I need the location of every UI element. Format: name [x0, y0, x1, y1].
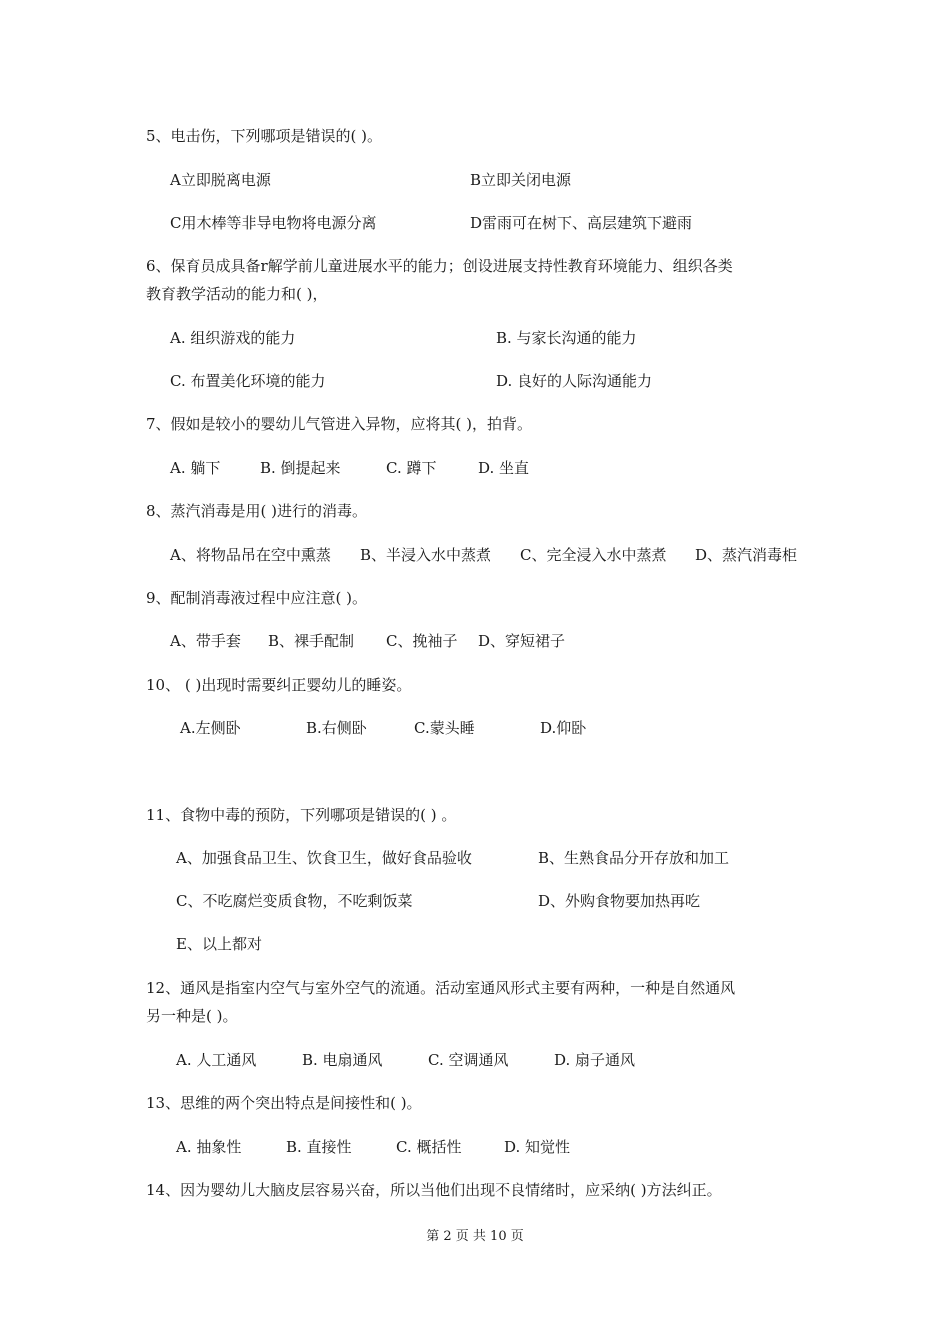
question-7-stem: 7、假如是较小的婴幼儿气管进入异物，应将其( )，拍背。: [146, 415, 533, 433]
question-7-option-a: A. 躺下: [170, 459, 221, 477]
question-11-option-a: A、加强食品卫生、饮食卫生，做好食品验收: [176, 849, 472, 867]
question-9-option-c: C、挽袖子: [386, 632, 458, 650]
question-8-option-b: B、半浸入水中蒸煮: [360, 546, 492, 564]
question-10-option-d: D.仰卧: [540, 719, 587, 737]
question-12-option-a: A. 人工通风: [176, 1051, 257, 1069]
question-5-stem: 5、电击伤，下列哪项是错误的( )。: [146, 127, 383, 145]
question-11-option-e: E、以上都对: [176, 935, 262, 953]
question-13-option-c: C. 概括性: [396, 1138, 462, 1156]
question-5-option-b: B立即关闭电源: [470, 171, 572, 189]
question-5-option-c: C用木棒等非导电物将电源分离: [170, 214, 377, 232]
question-6-option-b: B. 与家长沟通的能力: [496, 329, 637, 347]
question-9-stem: 9、配制消毒液过程中应注意( )。: [146, 589, 368, 607]
question-10-option-b: B.右侧卧: [306, 719, 367, 737]
question-11-option-c: C、不吃腐烂变质食物，不吃剩饭菜: [176, 892, 413, 910]
question-8-option-a: A、将物品吊在空中熏蒸: [170, 546, 331, 564]
question-5-option-a: A立即脱离电源: [170, 171, 271, 189]
question-12-stem-line2: 另一种是( )。: [146, 1007, 238, 1025]
question-7-option-d: D. 坐直: [478, 459, 530, 477]
question-7-option-b: B. 倒提起来: [260, 459, 341, 477]
question-6-option-a: A. 组织游戏的能力: [170, 329, 296, 347]
question-6-stem-line2: 教育教学活动的能力和( )，: [146, 285, 328, 303]
page-footer: 第 2 页 共 10 页: [426, 1229, 524, 1244]
question-9-option-a: A、带手套: [170, 632, 241, 650]
question-11-stem: 11、食物中毒的预防，下列哪项是错误的( ) 。: [146, 806, 457, 824]
question-6-stem-line1: 6、保育员成具备r解学前儿童进展水平的能力；创设进展支持性教育环境能力、组织各类: [146, 257, 733, 275]
question-12-option-d: D. 扇子通风: [554, 1051, 636, 1069]
question-11-option-b: B、生熟食品分开存放和加工: [538, 849, 730, 867]
question-12-stem-line1: 12、通风是指室内空气与室外空气的流通。活动室通风形式主要有两种，一种是自然通风: [146, 979, 736, 997]
question-13-option-b: B. 直接性: [286, 1138, 352, 1156]
question-7-option-c: C. 蹲下: [386, 459, 437, 477]
question-10-option-c: C.蒙头睡: [414, 719, 475, 737]
question-13-stem: 13、思维的两个突出特点是间接性和( )。: [146, 1094, 422, 1112]
question-14-stem: 14、因为婴幼儿大脑皮层容易兴奋，所以当他们出现不良情绪时，应采纳( )方法纠正。: [146, 1181, 722, 1199]
question-8-stem: 8、蒸汽消毒是用( )进行的消毒。: [146, 502, 368, 520]
question-8-option-d: D、蒸汽消毒柜: [695, 546, 798, 564]
question-6-option-c: C. 布置美化环境的能力: [170, 372, 326, 390]
question-5-option-d: D雷雨可在树下、高层建筑下避雨: [470, 214, 693, 232]
question-13-option-a: A. 抽象性: [176, 1138, 242, 1156]
question-13-option-d: D. 知觉性: [504, 1138, 571, 1156]
question-8-option-c: C、完全浸入水中蒸煮: [520, 546, 667, 564]
question-9-option-d: D、穿短裙子: [478, 632, 566, 650]
question-9-option-b: B、裸手配制: [268, 632, 355, 650]
question-10-option-a: A.左侧卧: [180, 719, 241, 737]
question-11-option-d: D、外购食物要加热再吃: [538, 892, 701, 910]
question-6-option-d: D. 良好的人际沟通能力: [496, 372, 653, 390]
question-12-option-b: B. 电扇通风: [302, 1051, 383, 1069]
question-10-stem: 10、 ( )出现时需要纠正婴幼儿的睡姿。: [146, 676, 412, 694]
question-12-option-c: C. 空调通风: [428, 1051, 509, 1069]
